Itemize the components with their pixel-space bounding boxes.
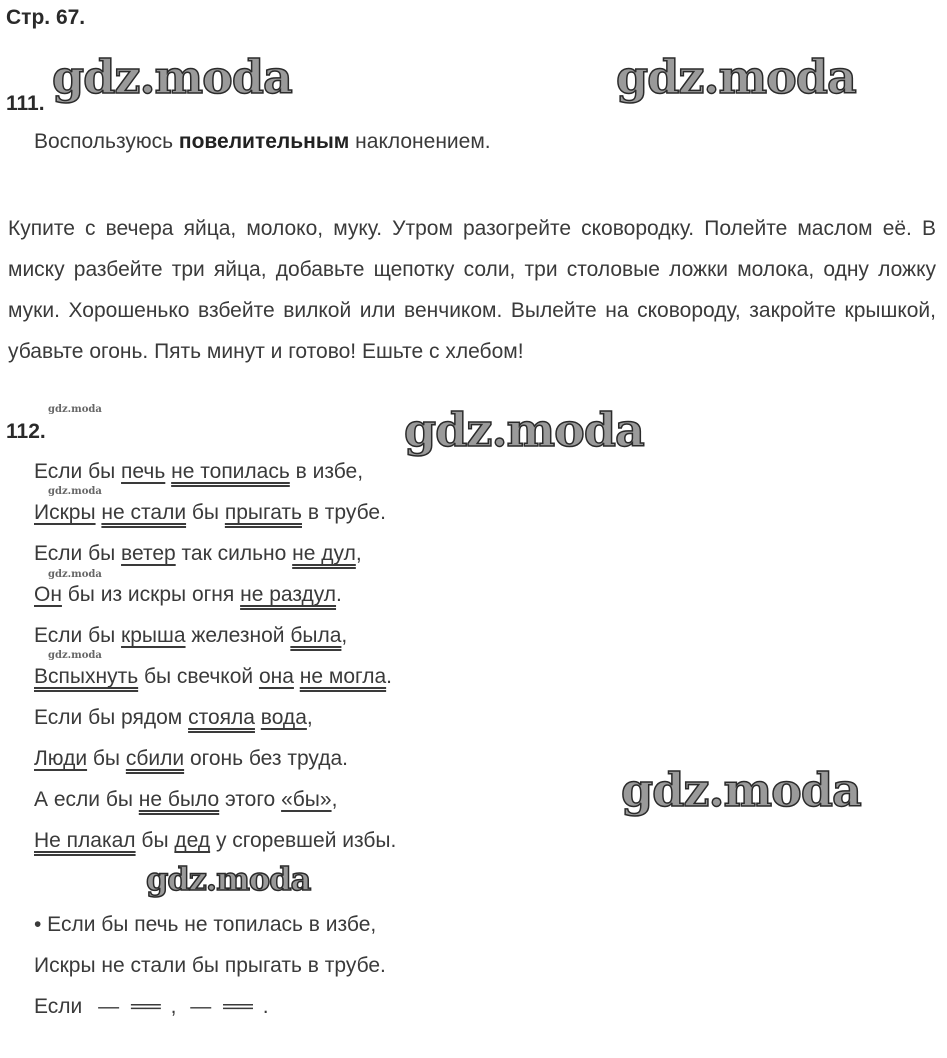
watermark-logo: gdz.moda [616, 50, 856, 104]
period-mark: . [262, 995, 269, 1018]
predicate-word: прыгать [224, 501, 302, 524]
predicate-mark: ═ [238, 995, 253, 1018]
ex111-intro [34, 127, 491, 157]
subject-word: Люди [34, 747, 88, 770]
scheme-line: Искры не стали бы прыгать в трубе. [34, 954, 386, 977]
watermark-small: gdz.moda [48, 486, 102, 497]
predicate-word: была [290, 624, 342, 647]
predicate-word: не раздул [240, 583, 337, 606]
predicate-mark: ═ [145, 995, 161, 1018]
poem-line: Если бы рядом стояла вода, [34, 706, 313, 729]
watermark-small: gdz.moda [48, 650, 102, 661]
poem-line: Если бы ветер так сильно не дул, [34, 542, 362, 565]
subject-word: крыша [121, 624, 186, 647]
poem-line: Он бы из искры огня не раздул. [34, 583, 342, 606]
predicate-word: не топилась [171, 460, 290, 483]
watermark-small: gdz.moda [48, 404, 102, 415]
predicate-word: сбили [125, 747, 185, 770]
watermark-logo: gdz.moda [621, 763, 861, 817]
predicate-word: не стали [101, 501, 187, 524]
scheme-word: Если [34, 995, 83, 1018]
poem-line: Если бы крыша железной была, [34, 624, 348, 647]
subject-word: печь [121, 460, 166, 483]
intro-text: наклонением. [349, 130, 491, 153]
subject-word: Он [34, 583, 62, 606]
ex111-paragraph: Купите с вечера яйца, молоко, муку. Утром разогрейте сковородку. Полейте маслом её. В миску разбейте три яйца, добавьте щепотку соли, три столовые ложки молока, одну ложку муки. Хорошенько взбейте вилкой или венчиком. Вылейте на сковороду, закройте крышкой, убавьте огонь. Пять минут и готово! Ешьте с хлебом! [8, 217, 936, 363]
predicate-mark: ═ [130, 995, 146, 1018]
intro-text: Воспользуюсь [34, 130, 179, 153]
poem-line: Если бы печь не топилась в избе, [34, 460, 364, 483]
predicate-word: Не плакал [34, 829, 136, 852]
sentence-scheme [34, 992, 269, 1022]
subject-mark: — [98, 995, 120, 1018]
predicate-word: не могла [299, 665, 387, 688]
watermark-logo: gdz.moda [404, 403, 644, 457]
page-reference: Стр. 67. [6, 6, 86, 29]
predicate-word: Вспыхнуть [34, 665, 139, 688]
poem-line: Искры не стали бы прыгать в трубе. [34, 501, 386, 524]
watermark-logo: gdz.moda [52, 50, 292, 104]
predicate-word: не было [138, 788, 220, 811]
subject-word: дед [174, 829, 211, 852]
watermark-small: gdz.moda [48, 569, 102, 580]
poem-line: Люди бы сбили огонь без труда. [34, 747, 348, 770]
comma-mark: , [170, 995, 177, 1018]
subject-word: Искры [34, 501, 96, 524]
exercise-number: 112. [6, 420, 46, 443]
subject-word: вода [260, 706, 307, 729]
predicate-word: не дул [292, 542, 356, 565]
predicate-word: стояла [188, 706, 255, 729]
subject-word: она [258, 665, 294, 688]
exercise-number: 111. [6, 92, 45, 115]
poem-line: Не плакал бы дед у сгоревшей избы. [34, 829, 397, 852]
scheme-line: • Если бы печь не топилась в избе, [34, 913, 377, 936]
watermark-logo: gdz.moda [146, 860, 311, 898]
poem-line: А если бы не было этого «бы», [34, 788, 338, 811]
subject-word: ветер [121, 542, 176, 565]
subject-mark: — [190, 995, 212, 1018]
subject-word: «бы» [281, 788, 332, 811]
poem-line: Вспыхнуть бы свечкой она не могла. [34, 665, 392, 688]
predicate-mark: ═ [223, 995, 238, 1018]
intro-bold: повелительным [178, 130, 350, 153]
